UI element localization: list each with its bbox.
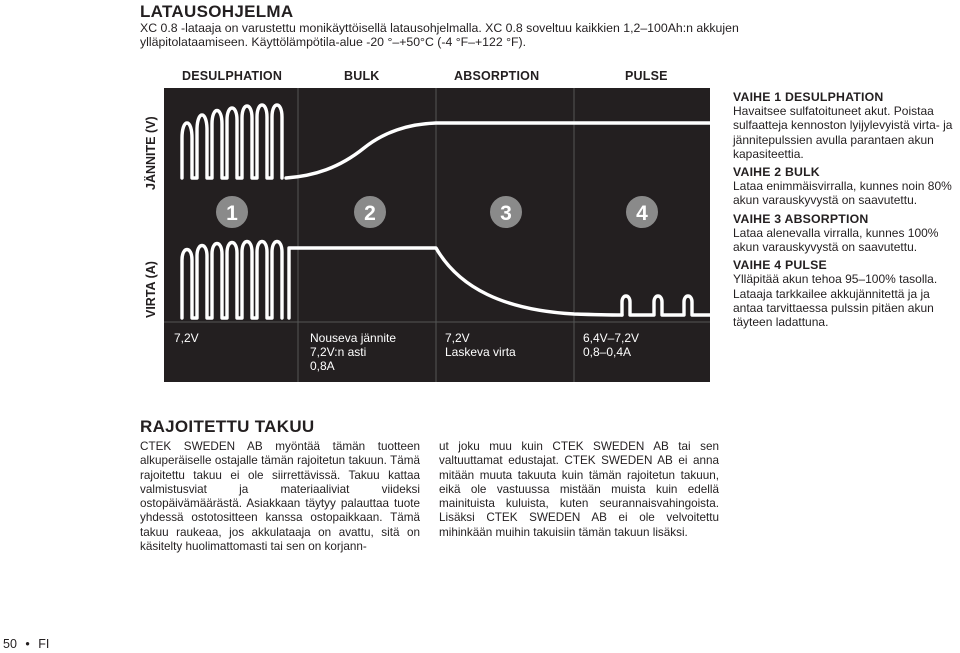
intro-text: XC 0.8 -lataaja on varustettu monikäyttöisellä latausohjelmalla. XC 0.8 soveltuu kaikkien 1,2–100Ah:n akkujen ylläpitolataamiseen. Käyttölämpötila-alue -20 °–+50°C (-4 °F–+122 °F). — [140, 21, 739, 49]
phase-label-bulk: BULK — [344, 69, 380, 83]
warranty-text-col2: ut joku muu kuin CTEK SWEDEN AB tai sen valtuuttamat edustajat. CTEK SWEDEN AB ei anna mitään muuta takuuta kuin tämän rajoitetun takuun, eikä ole vastuussa mistään muista kuin edellä mainituista kuluista, kuten seurannaisvahingoista. Lisäksi CTEK SWEDEN AB ei ole velvoitettu mihinkään muihin takuisiin tämän takuun lisäksi. — [439, 440, 719, 539]
stage-number-3: 3 — [500, 202, 512, 225]
phase-label-pulse: PULSE — [625, 69, 668, 83]
y-axis-label-current: VIRTA (A) — [144, 261, 158, 318]
stage-descriptions — [733, 90, 958, 333]
caption-pulse: 6,4V–7,2V 0,8–0,4A — [583, 331, 640, 359]
phase-label-desulphation: DESULPHATION — [182, 69, 283, 83]
page-number: 50 — [3, 637, 17, 651]
caption-bulk: Nouseva jännite 7,2V:n asti 0,8A — [310, 331, 397, 373]
caption-desulphation: 7,2V — [174, 331, 199, 345]
page-title: LATAUSOHJELMA — [140, 2, 294, 21]
language-code: FI — [38, 637, 50, 651]
caption-absorption: 7,2V Laskeva virta — [445, 331, 516, 359]
y-axis-label-voltage: JÄNNITE (V) — [144, 116, 158, 190]
stage-number-4: 4 — [636, 202, 648, 225]
stage-2-description: VAIHE 2 BULK Lataa enimmäisvirralla, kunnes noin 80% akun varauskyvystä on saavutettu. — [733, 165, 952, 208]
phase-label-absorption: ABSORPTION — [454, 69, 540, 83]
stage-3-description: VAIHE 3 ABSORPTION Lataa alenevalla virralla, kunnes 100% akun varauskyvystä on saavutettu. — [733, 211, 939, 255]
stage-4-description: VAIHE 4 PULSE Ylläpitää akun tehoa 95–100% tasolla. Lataaja tarkkailee akkujännitettä ja ja antaa tarvittaessa pulssin pitäen akun täyteen ladattuna. — [733, 258, 938, 330]
stage-1-description: VAIHE 1 DESULPHATION Havaitsee sulfatoituneet akut. Poistaa sulfaatteja kennoston lyijylevyistä virta- ja jännitepulssien avulla parantaen akun kapasiteettia. — [733, 90, 953, 161]
footer-bullet: • — [25, 637, 30, 651]
warranty-title: RAJOITETTU TAKUU — [140, 417, 315, 436]
page-footer — [3, 637, 49, 651]
warranty-text-col1: CTEK SWEDEN AB myöntää tämän tuotteen alkuperäiselle ostajalle tämän rajoitetun takuun. Tämä rajoitettu takuu ei ole siirrettävissä. Takuu kattaa valmistusviat ja materiaaliviat viideksi ostopäivämäärästä. Asiakkaan täytyy palauttaa tuote yhdessä ostotositteen kanssa ostopaikkaan. Tämä takuu raukeaa, jos akkulataaja on avattu, sitä on käsitelty huolimattomasti tai sen on korjann- — [140, 440, 420, 554]
stage-number-2: 2 — [364, 202, 376, 225]
stage-number-1: 1 — [226, 202, 238, 225]
